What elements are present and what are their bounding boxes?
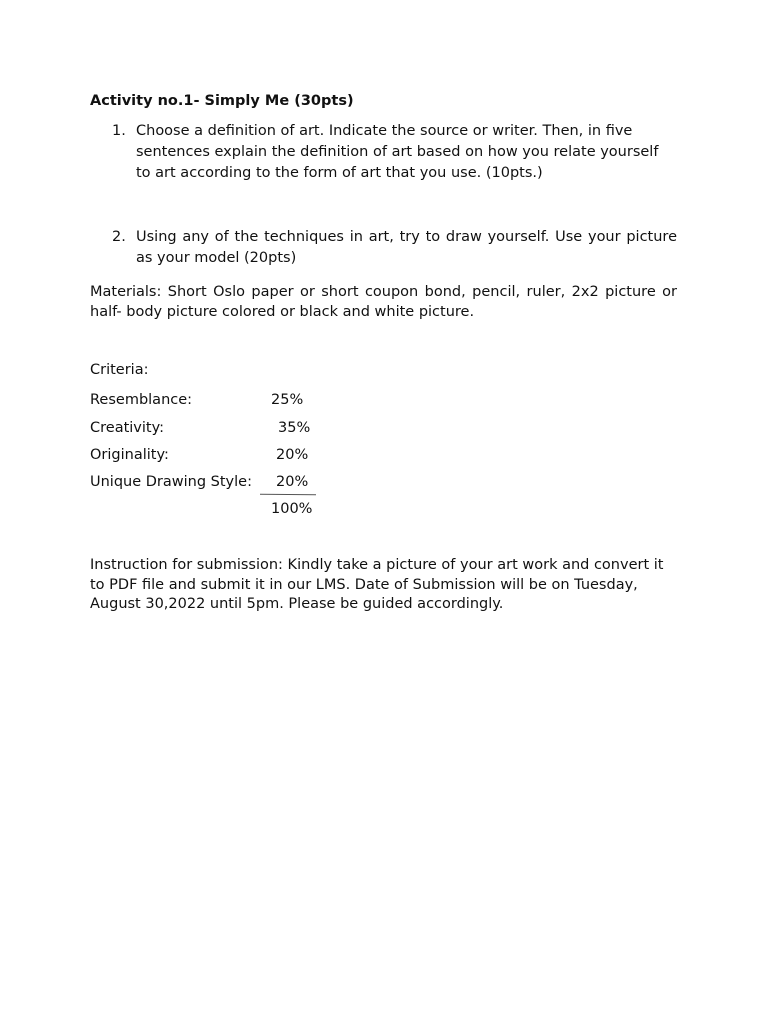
list-item-2-text: Using any of the techniques in art, try to draw yourself. Use your picture as your model (20pts) [136, 229, 677, 266]
criteria-value: 35% [278, 420, 311, 436]
criteria-name: Creativity: [90, 420, 164, 436]
total-underline [260, 494, 316, 496]
criteria-value: 25% [271, 392, 304, 408]
criteria-row-resemblance [90, 391, 350, 411]
criteria-row-originality [90, 446, 350, 466]
criteria-name: Unique Drawing Style: [90, 474, 252, 490]
materials-paragraph: Materials: Short Oslo paper or short coupon bond, pencil, ruler, 2x2 picture or half- body picture colored or black and white picture. [90, 284, 677, 320]
list-item-1 [90, 121, 677, 184]
list-item-2 [90, 227, 677, 269]
criteria-name: Resemblance: [90, 392, 193, 408]
criteria-value: 20% [276, 474, 309, 490]
criteria-name: Originality: [90, 447, 169, 463]
criteria-total: 100% [271, 501, 313, 517]
criteria-value: 20% [276, 447, 309, 463]
criteria-heading: Criteria: [90, 362, 149, 378]
list-item-1-number: 1. [112, 123, 126, 139]
activity-title: Activity no.1- Simply Me (30pts) [90, 93, 354, 109]
list-item-1-text: Choose a definition of art. Indicate the source or writer. Then, in five sentences explain the definition of art based on how you relate yourself to art according to the form of art that you use. (10pts.) [136, 123, 659, 181]
list-item-2-number: 2. [112, 229, 126, 245]
criteria-row-creativity [90, 419, 350, 439]
submission-instructions: Instruction for submission: Kindly take a picture of your art work and convert it to PDF file and submit it in our LMS. Date of Submission will be on Tuesday, August 30,2022 until 5pm. Please be guided accordingly. [90, 557, 664, 612]
criteria-row-unique-drawing-style [90, 473, 350, 493]
